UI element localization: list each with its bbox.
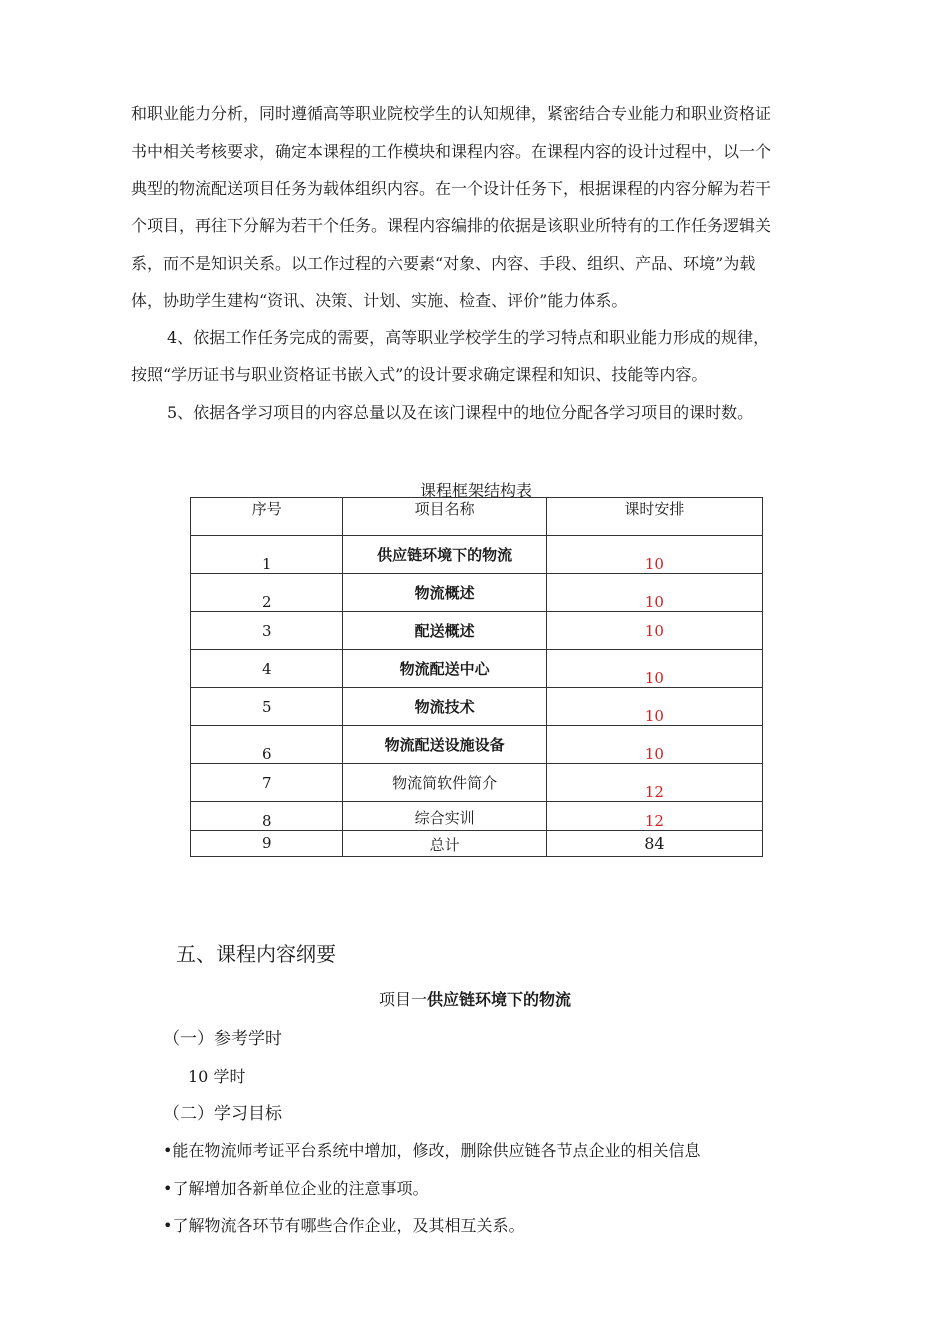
row-no: 7 xyxy=(261,774,272,792)
table-row xyxy=(191,612,763,650)
project-prefix: 项目一 xyxy=(378,990,427,1009)
table-row xyxy=(191,726,763,764)
table-row xyxy=(191,536,763,574)
intro-line-1: 和职业能力分析，同时遵循高等职业院校学生的认知规律，紧密结合专业能力和职业资格证 xyxy=(131,104,772,123)
header-no: 序号 xyxy=(191,498,343,536)
table-row xyxy=(191,802,763,831)
project-name: 供应链环境下的物流 xyxy=(427,990,572,1009)
item4-line-1: 4、依据工作任务完成的需要，高等职业学校学生的学习特点和职业能力形成的规律， xyxy=(167,328,770,347)
row-name: 物流配送中心 xyxy=(399,660,490,678)
row-name: 物流配送设施设备 xyxy=(384,736,505,754)
ref-hours-heading: （一）参考学时 xyxy=(163,1029,282,1049)
table-caption: 课程框架结构表 xyxy=(419,481,532,500)
row-hours: 12 xyxy=(644,812,664,830)
row-hours: 10 xyxy=(644,669,664,687)
row-name: 物流技术 xyxy=(414,698,475,716)
row-hours: 10 xyxy=(644,745,664,763)
intro-line-6: 体，协助学生建构“资讯、决策、计划、实施、检查、评价”能力体系。 xyxy=(131,291,628,310)
row-name: 配送概述 xyxy=(414,622,475,640)
row-hours: 10 xyxy=(644,707,664,725)
header-name: 项目名称 xyxy=(343,498,546,536)
row-no: 3 xyxy=(261,622,272,640)
goal-item: •了解增加各新单位企业的注意事项。 xyxy=(163,1179,429,1198)
row-name: 综合实训 xyxy=(414,809,475,827)
header-hours: 课时安排 xyxy=(546,498,762,536)
table-row xyxy=(191,574,763,612)
table-row xyxy=(191,688,763,726)
intro-line-4: 个项目，再往下分解为若干个任务。课程内容编排的依据是该职业所特有的工作任务逻辑关 xyxy=(131,216,772,235)
row-no: 5 xyxy=(261,698,272,716)
intro-line-2: 书中相关考核要求，确定本课程的工作模块和课程内容。在课程内容的设计过程中，以一个 xyxy=(131,142,772,161)
row-no: 4 xyxy=(261,660,272,678)
course-framework-table xyxy=(190,497,763,857)
row-name: 供应链环境下的物流 xyxy=(377,546,513,564)
table-row-total xyxy=(191,831,763,857)
table-header-row xyxy=(191,498,763,536)
row-name: 总计 xyxy=(429,836,460,854)
intro-line-5: 系，而不是知识关系。以工作过程的六要素“对象、内容、手段、组织、产品、环境”为载 xyxy=(131,254,756,273)
row-hours: 10 xyxy=(644,555,664,573)
section-title: 五、课程内容纲要 xyxy=(176,942,336,966)
goal-item: •能在物流师考证平台系统中增加，修改，删除供应链各节点企业的相关信息 xyxy=(163,1141,701,1160)
project-title xyxy=(0,987,950,1010)
intro-line-3: 典型的物流配送项目任务为载体组织内容。在一个设计任务下，根据课程的内容分解为若干 xyxy=(131,179,772,198)
goals-heading: （二）学习目标 xyxy=(163,1104,282,1124)
row-hours-total: 84 xyxy=(644,834,665,853)
row-no: 6 xyxy=(261,745,272,763)
goal-item: •了解物流各环节有哪些合作企业，及其相互关系。 xyxy=(163,1216,525,1235)
row-name: 物流概述 xyxy=(414,584,475,602)
row-name: 物流简软件简介 xyxy=(392,774,498,792)
row-hours: 10 xyxy=(644,622,664,640)
row-hours: 10 xyxy=(644,593,664,611)
item5-line: 5、依据各学习项目的内容总量以及在该门课程中的地位分配各学习项目的课时数。 xyxy=(167,403,754,422)
table-row xyxy=(191,764,763,802)
item4-line-2: 按照“学历证书与职业资格证书嵌入式”的设计要求确定课程和知识、技能等内容。 xyxy=(131,365,708,384)
row-no: 9 xyxy=(261,834,272,852)
row-hours: 12 xyxy=(644,783,664,801)
row-no: 2 xyxy=(261,593,272,611)
row-no: 1 xyxy=(261,555,272,573)
table-row xyxy=(191,650,763,688)
row-no: 8 xyxy=(261,812,272,830)
ref-hours-value: 10 学时 xyxy=(188,1067,246,1086)
